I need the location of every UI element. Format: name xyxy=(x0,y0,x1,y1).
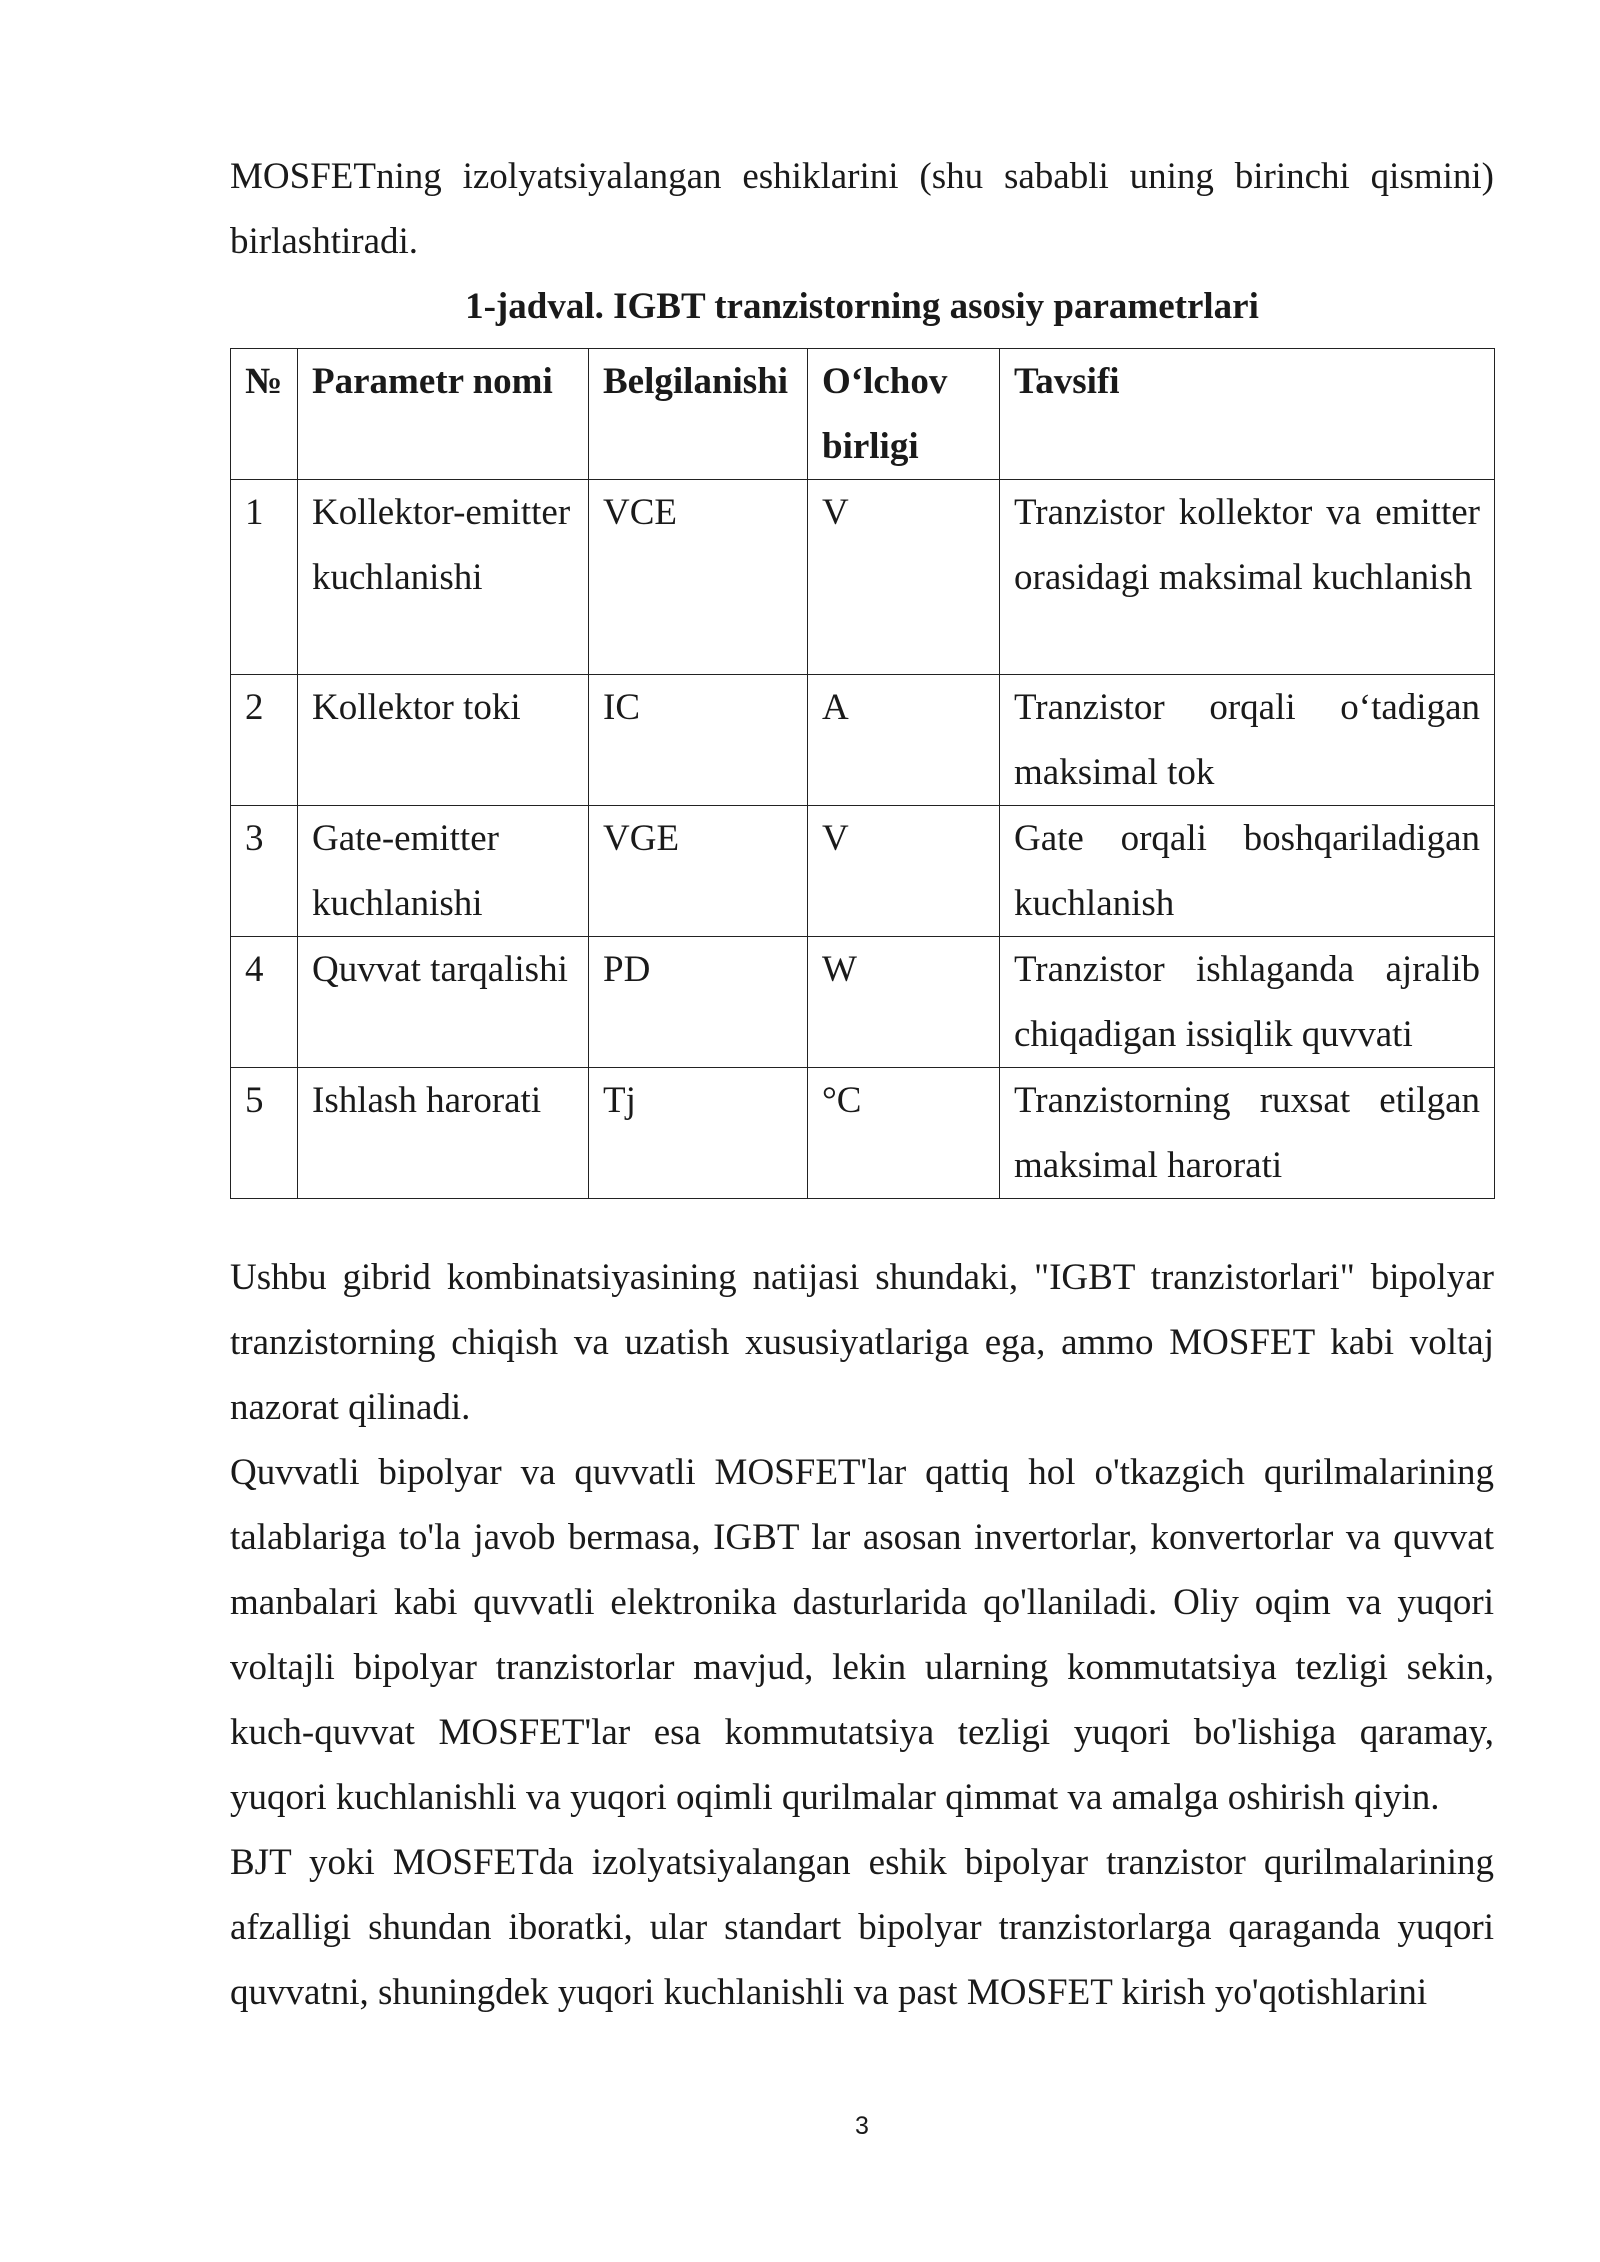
cell-parameter-name: Kollektor toki xyxy=(298,675,589,806)
paragraph: BJT yoki MOSFETda izolyatsiyalangan eshik bipolyar tranzistor qurilmalarining afzalligi shundan iboratki, ular standart bipolyar tranzistorlarga qaraganda yuqori quvvatni, shuningdek yuqori kuchlanishli va past MOSFET kirish yo'qotishlarini xyxy=(230,1842,1494,2013)
cell-parameter-name: Ishlash harorati xyxy=(298,1068,589,1199)
page-number: 3 xyxy=(855,2112,869,2140)
cell-description: Tranzistorning ruxsat etilgan maksimal harorati xyxy=(1000,1068,1495,1199)
table-caption: 1-jadval. IGBT tranzistorning asosiy parametrlari xyxy=(465,286,1259,327)
cell-description: Tranzistor ishlaganda ajralib chiqadigan issiqlik quvvati xyxy=(1000,937,1495,1068)
cell-symbol: PD xyxy=(589,937,808,1068)
header-number: № xyxy=(231,349,298,480)
paragraph: Quvvatli bipolyar va quvvatli MOSFET'lar qattiq hol o'tkazgich qurilmalarining talablariga to'la javob bermasa, IGBT lar asosan invertorlar, konvertorlar va quvvat manbalari kabi quvvatli elektronika dasturlarida qo'llaniladi. Oliy oqim va yuqori voltajli bipolyar tranzistorlar mavjud, lekin ularning kommutatsiya tezligi sekin, kuch-quvvat MOSFET'lar esa kommutatsiya tezligi yuqori bo'lishiga qaramay, yuqori kuchlanishli va yuqori oqimli qurilmalar qimmat va amalga oshirish qiyin. xyxy=(230,1452,1494,1818)
cell-number: 2 xyxy=(231,675,298,806)
cell-parameter-name: Gate-emitter kuchlanishi xyxy=(298,806,589,937)
cell-number: 3 xyxy=(231,806,298,937)
table-row xyxy=(231,937,1495,1068)
cell-unit: V xyxy=(808,480,1000,675)
cell-unit: W xyxy=(808,937,1000,1068)
cell-number: 5 xyxy=(231,1068,298,1199)
header-symbol: Belgilanishi xyxy=(589,349,808,480)
cell-number: 1 xyxy=(231,480,298,675)
cell-unit: V xyxy=(808,806,1000,937)
cell-description: Tranzistor orqali o‘tadigan maksimal tok xyxy=(1000,675,1495,806)
parameters-table xyxy=(230,348,1495,1199)
paragraph: Ushbu gibrid kombinatsiyasining natijasi shundaki, "IGBT tranzistorlari" bipolyar tranzistorning chiqish va uzatish xususiyatlariga ega, ammo MOSFET kabi voltaj nazorat qilinadi. xyxy=(230,1257,1494,1428)
cell-number: 4 xyxy=(231,937,298,1068)
cell-unit: °C xyxy=(808,1068,1000,1199)
cell-symbol: VCE xyxy=(589,480,808,675)
table-header-row xyxy=(231,349,1495,480)
header-unit: O‘lchov birligi xyxy=(808,349,1000,480)
cell-symbol: VGE xyxy=(589,806,808,937)
cell-description: Tranzistor kollektor va emitter orasidagi maksimal kuchlanish xyxy=(1000,480,1495,675)
header-description: Tavsifi xyxy=(1000,349,1495,480)
table-row xyxy=(231,806,1495,937)
cell-symbol: Tj xyxy=(589,1068,808,1199)
table-row xyxy=(231,675,1495,806)
cell-symbol: IC xyxy=(589,675,808,806)
table-row xyxy=(231,1068,1495,1199)
header-parameter-name: Parametr nomi xyxy=(298,349,589,480)
cell-parameter-name: Quvvat tarqalishi xyxy=(298,937,589,1068)
table-row xyxy=(231,480,1495,675)
cell-description: Gate orqali boshqariladigan kuchlanish xyxy=(1000,806,1495,937)
intro-paragraph: MOSFETning izolyatsiyalangan eshiklarini (shu sababli uning birinchi qismini) birlashtiradi. xyxy=(230,156,1494,262)
cell-parameter-name: Kollektor-emitter kuchlanishi xyxy=(298,480,589,675)
cell-unit: A xyxy=(808,675,1000,806)
body-text xyxy=(230,1245,1494,2025)
